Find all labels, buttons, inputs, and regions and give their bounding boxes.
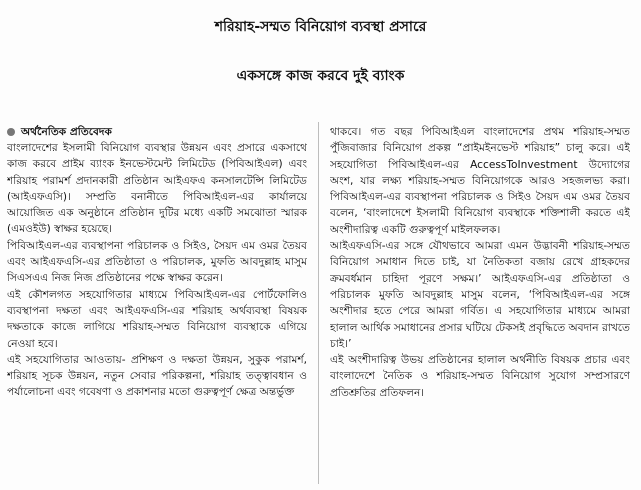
column-divider bbox=[318, 122, 319, 484]
paragraph: আইএফএসি-এর সঙ্গে যৌথভাবে আমরা এমন উদ্ভাবনী শরিয়াহ-সম্মত বিনিয়োগ সমাধান দিতে চাই, যা নৈতিকতা বজায় রেখে গ্রাহকদের ক্রমবর্ধমান চাহিদা পূরণে সক্ষম।’ আইএফএসি-এর প্রতিষ্ঠাতা ও পরিচালক মুফতি আবদুল্লাহ মাসুম বলেন, ‘পিবিআইএল-এর সঙ্গে অংশীদার হতে পেরে আমরা গর্বিত। এ সহযোগিতার মাধ্যমে আমরা হালাল আর্থিক সমাধানের প্রসার ঘটিয়ে টেকসই প্রবৃদ্ধিতে অবদান রাখতে চাই।’ bbox=[330, 240, 630, 350]
headline-line-2: একসঙ্গে কাজ করবে দুই ব্যাংক bbox=[236, 68, 405, 84]
headline bbox=[0, 4, 641, 99]
article-column-right bbox=[330, 124, 630, 484]
paragraph: থাকবে। গত বছর পিবিআইএল বাংলাদেশের প্রথম শরিয়াহ-সম্মত পুঁজিবাজার বিনিয়োগ প্রকল্প “প্রাইমইনভেস্ট শরিয়াহ” চালু করে। এই সহযোগিতা পিবিআইএল-এর AccessToInvestment উদ্যোগের অংশ, যার লক্ষ্য শরিয়াহ-সম্মত বিনিয়োগকে আরও সহজলভ্য করা। পিবিআইএল-এর ব্যবস্থাপনা পরিচালক ও সিইও সৈয়দ এম ওমর তৈয়ব বলেন, ‘বাংলাদেশে ইসলামী বিনিয়োগ ব্যবস্থাকে শক্তিশালী করতে এই অংশীদারিত্ব একটি গুরুত্বপূর্ণ মাইলফলক। bbox=[330, 126, 630, 236]
paragraph: এই অংশীদারিত্ব উভয় প্রতিষ্ঠানের হালাল অর্থনীতি বিষয়ক প্রচার এবং বাংলাদেশে নৈতিক ও শরিয়াহ-সম্মত বিনিয়োগ সুযোগ সম্প্রসারণে প্রতিশ্রুতির প্রতিফলন। bbox=[330, 354, 630, 399]
byline bbox=[7, 124, 307, 140]
paragraph: বাংলাদেশের ইসলামী বিনিয়োগ ব্যবস্থার উন্নয়ন এবং প্রসারে একসাথে কাজ করবে প্রাইম ব্যাংক ইনভেস্টমেন্ট লিমিটেড (পিবিআইএল) এবং শরিয়াহ পরামর্শ প্রদানকারী প্রতিষ্ঠান আইএফএ কনসালটেন্সি লিমিটেড (আইএফএসি)। সম্প্রতি বনানীতে পিবিআইএল-এর কার্যালয়ে আয়োজিত এক অনুষ্ঠানে প্রতিষ্ঠান দুটির মধ্যে একটি সমঝোতা স্মারক (এমওইউ) স্বাক্ষর হয়েছে। bbox=[7, 142, 307, 236]
paragraph: এই সহযোগিতার আওতায়- প্রশিক্ষণ ও দক্ষতা উন্নয়ন, সুকুক পরামর্শ, শরিয়াহ সূচক উন্নয়ন, নতুন সেবার পরিকল্পনা, শরিয়াহ তত্ত্বাবধান ও পর্যালোচনা এবং গবেষণা ও প্রকাশনার মতো গুরুত্বপূর্ণ ক্ষেত্র অন্তর্ভুক্ত bbox=[7, 353, 307, 399]
headline-line-1: শরিয়াহ-সম্মত বিনিয়োগ ব্যবস্থা প্রসারে bbox=[214, 19, 427, 35]
article-column-left bbox=[7, 124, 307, 484]
bullet-icon bbox=[7, 128, 15, 136]
byline-text: অর্থনৈতিক প্রতিবেদক bbox=[21, 125, 112, 138]
paragraph: এই কৌশলগত সহযোগিতার মাধ্যমে পিবিআইএল-এর পোর্টফোলিও ব্যবস্থাপনা দক্ষতা এবং আইএফএসি-এর শরিয়াহ অর্থব্যবস্থা বিষয়ক দক্ষতাকে কাজে লাগিয়ে শরিয়াহ-সম্মত বিনিয়োগ ব্যবস্থাকে এগিয়ে নেওয়া হবে। bbox=[7, 288, 307, 350]
paragraph: পিবিআইএল-এর ব্যবস্থাপনা পরিচালক ও সিইও, সৈয়দ এম ওমর তৈয়ব এবং আইএফএসি-এর প্রতিষ্ঠাতা ও পরিচালক, মুফতি আবদুল্লাহ মাসুম সিএসএএ নিজ নিজ প্রতিষ্ঠানের পক্ষে স্বাক্ষর করেন। bbox=[7, 239, 307, 285]
